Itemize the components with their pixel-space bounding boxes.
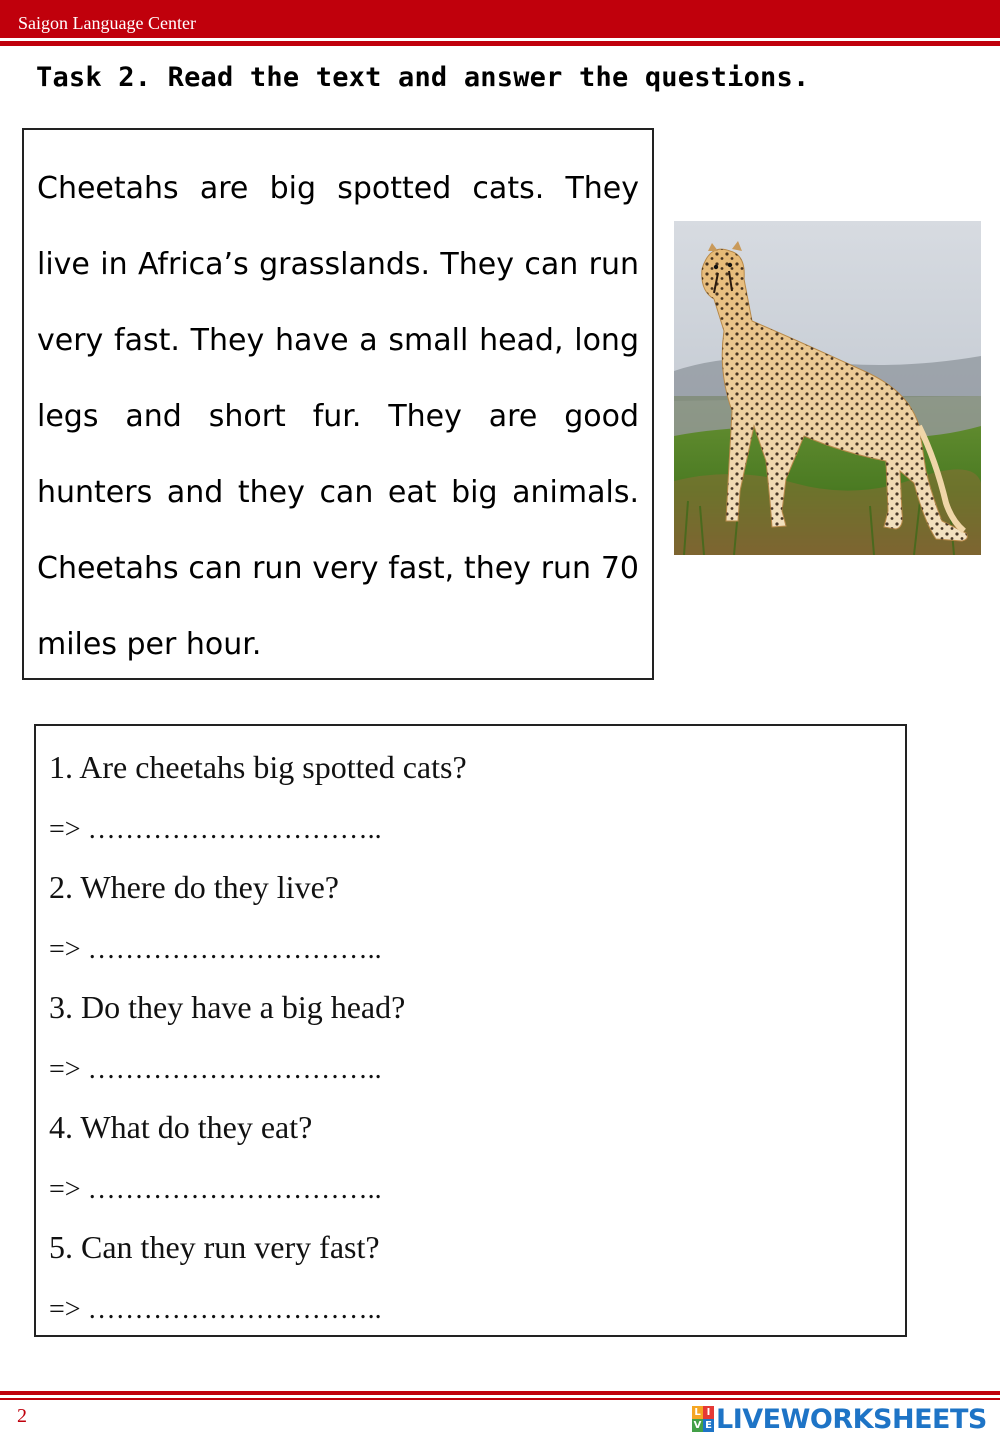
question-5: 5. Can they run very fast? [49,1229,380,1265]
header-title: Saigon Language Center [18,13,196,33]
task-title: Task 2. Read the text and answer the questions. [36,62,810,93]
page-number: 2 [17,1405,27,1427]
footer-rule [0,1391,1000,1395]
logo-mark-i: I [703,1406,714,1419]
answer-2[interactable]: => ………………………….. [49,934,382,965]
question-4: 4. What do they eat? [49,1109,313,1145]
cheetah-photo [674,221,981,555]
answer-5[interactable]: => ………………………….. [49,1294,382,1325]
question-2: 2. Where do they live? [49,869,339,905]
logo-mark-l: L [692,1406,703,1419]
liveworksheets-logo[interactable] [692,1402,987,1436]
cheetah-image [674,221,981,555]
logo-mark-v: V [693,1420,702,1431]
footer-rule-thin [0,1398,1000,1400]
reading-passage: Cheetahs are big spotted cats. They live in Africa’s grasslands. They can run very fast. They have a small head, long legs and short fur. They are good hunters and they can eat big animals. Cheetahs can run very fast, they run 70 miles per hour. [37,171,639,662]
logo-mark-e: E [703,1419,714,1432]
answer-1[interactable]: => ………………………….. [49,814,382,845]
questions-box [34,724,907,1337]
header-rule [0,41,1000,46]
question-3: 3. Do they have a big head? [49,989,406,1025]
logo-text: LIVEWORKSHEETS [716,1403,987,1435]
reading-box [22,128,654,680]
answer-3[interactable]: => ………………………….. [49,1054,382,1085]
answer-4[interactable]: => ………………………….. [49,1174,382,1205]
liveworksheets-mark-icon [692,1406,714,1432]
question-1: 1. Are cheetahs big spotted cats? [49,749,467,785]
